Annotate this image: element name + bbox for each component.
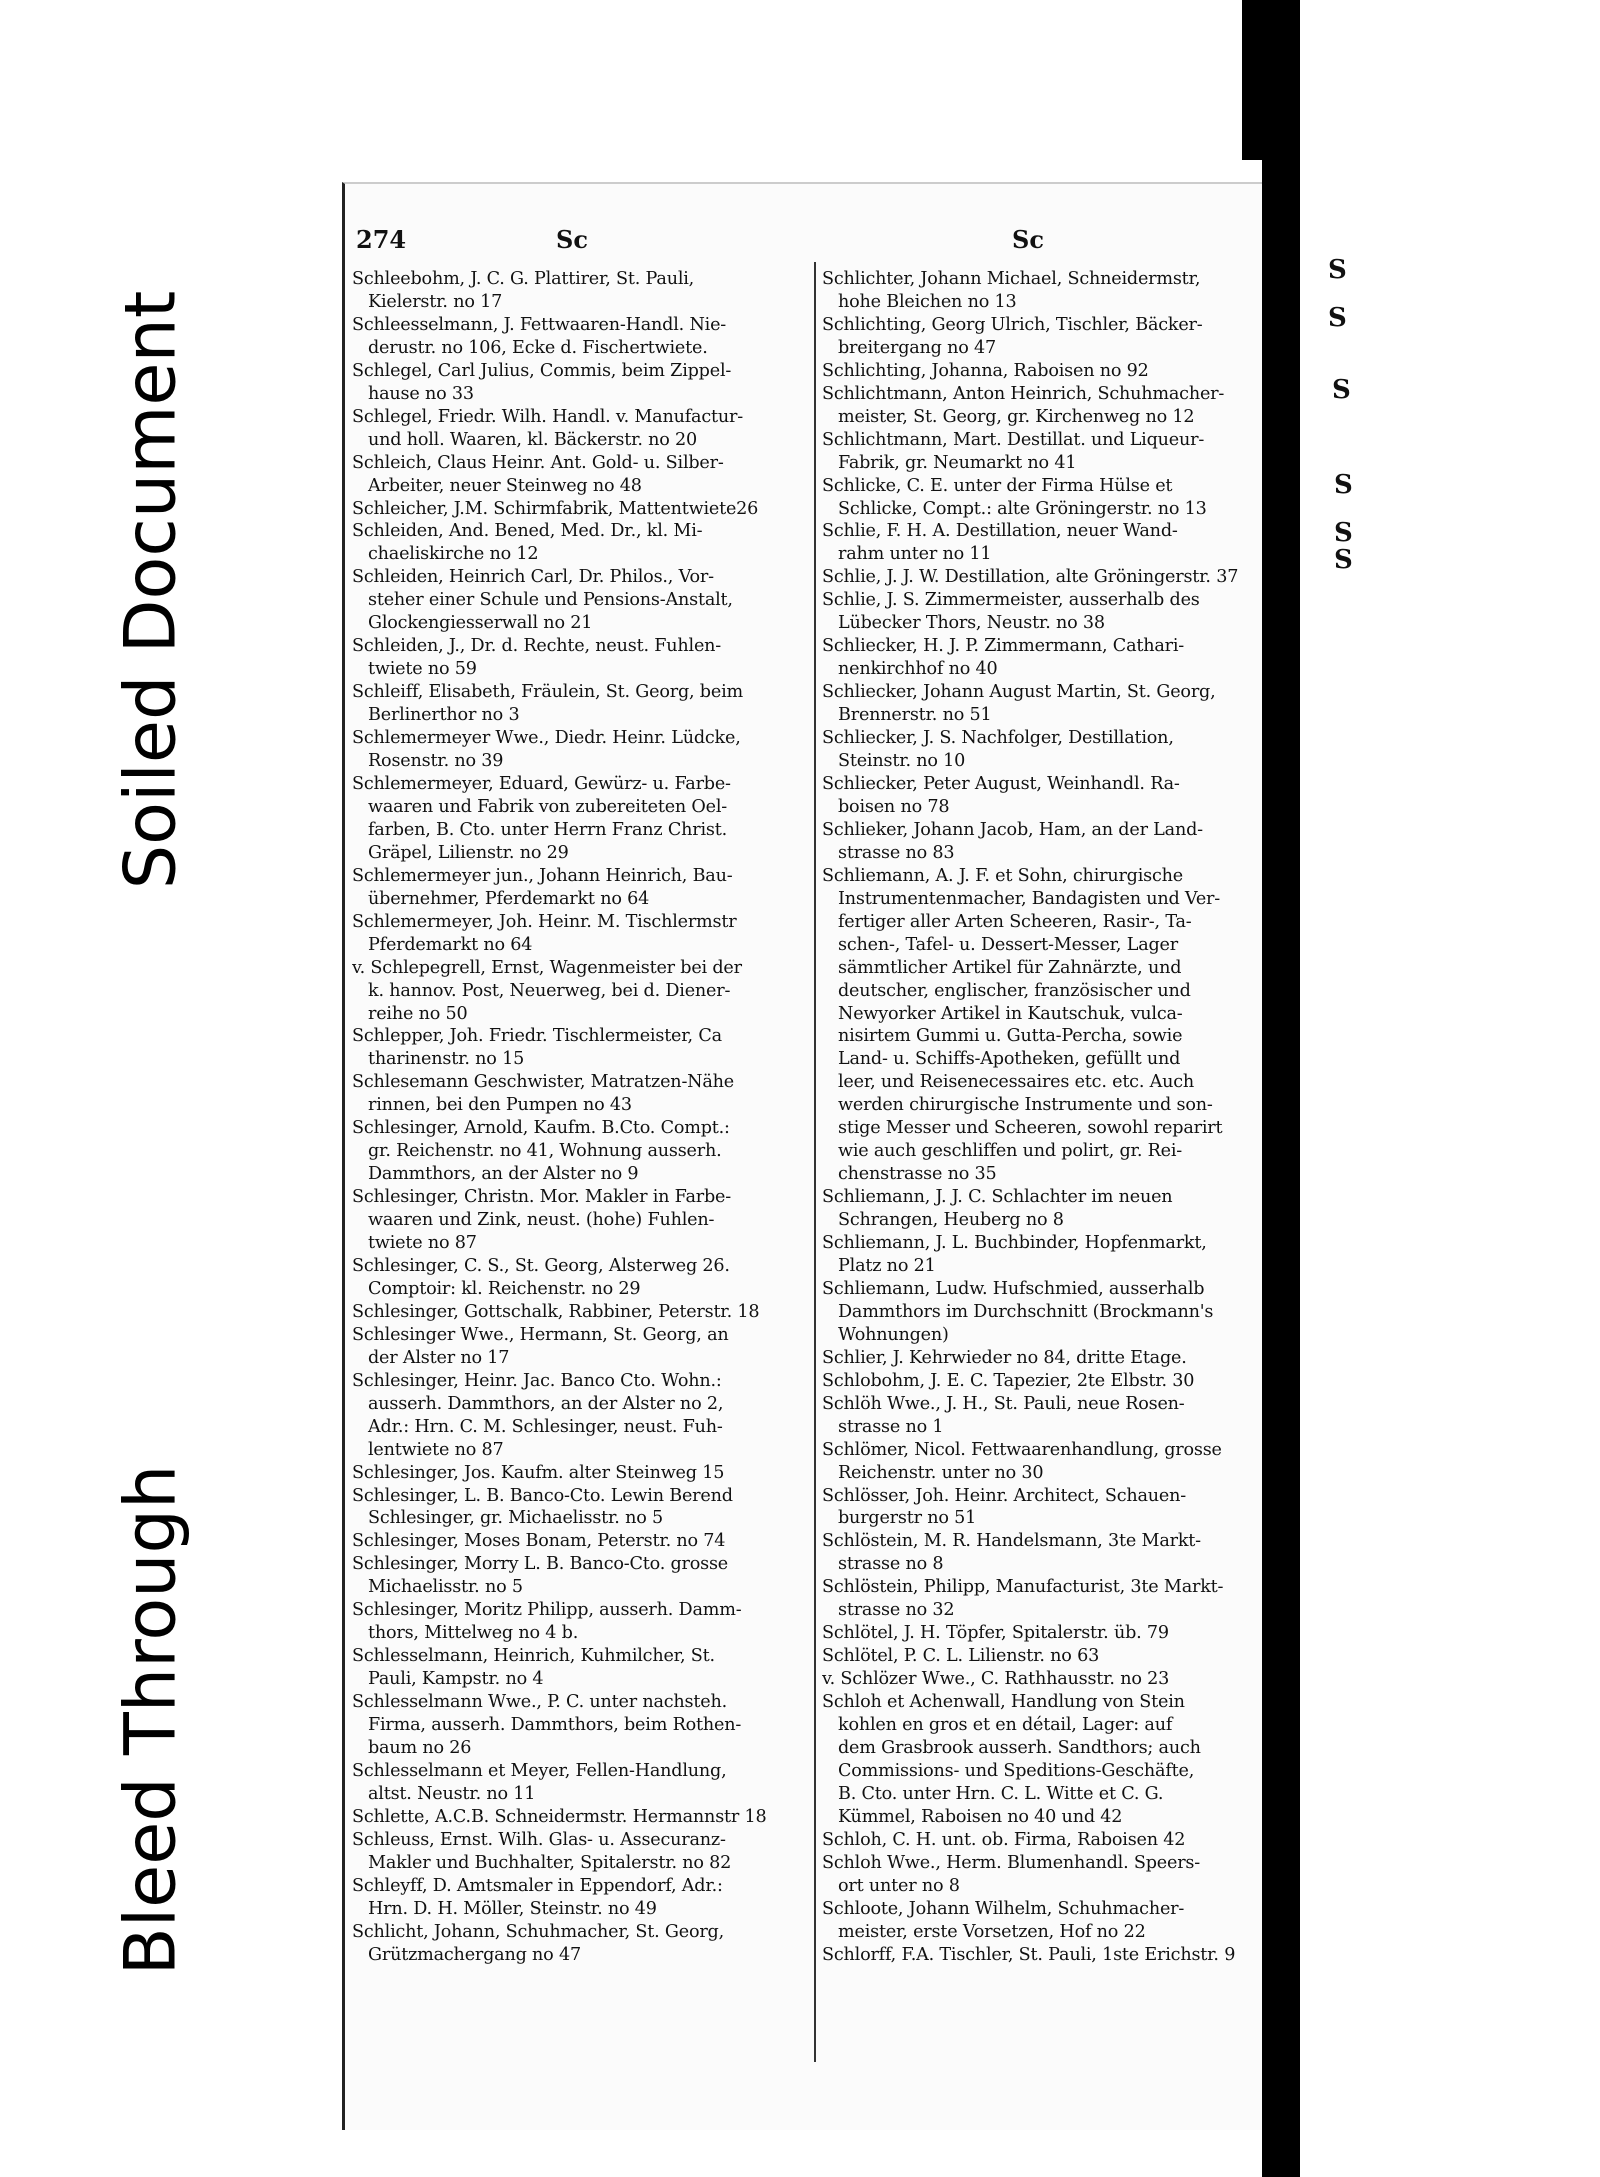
right-column — [822, 268, 1274, 1967]
directory-entry — [352, 681, 812, 727]
entry-name-line: Schliecker, J. S. Nachfolger, Destillation, — [822, 728, 1174, 749]
directory-entry — [822, 1393, 1274, 1439]
entry-continuation-line: tharinenstr. no 15 — [368, 1049, 525, 1070]
entry-continuation-line: meister, St. Georg, gr. Kirchenweg no 12 — [838, 406, 1195, 427]
directory-entry — [352, 314, 812, 360]
entry-name-line: Schlemermeyer jun., Johann Heinrich, Bau- — [352, 865, 733, 886]
directory-entry — [822, 314, 1274, 360]
entry-continuation-line: wie auch geschliffen und polirt, gr. Rei- — [838, 1141, 1183, 1162]
directory-entry — [822, 360, 1274, 383]
entry-continuation-line: burgerstr no 51 — [838, 1508, 977, 1529]
directory-entry — [822, 520, 1274, 566]
entry-name-line: Schleyff, D. Amtsmaler in Eppendorf, Adr.: — [352, 1875, 723, 1896]
directory-entry — [822, 268, 1274, 314]
entry-name-line: Schleicher, J.M. Schirmfabrik, Mattentwiete26 — [352, 498, 759, 519]
entry-continuation-line: Reichenstr. unter no 30 — [838, 1462, 1044, 1483]
entry-continuation-line: Schrangen, Heuberg no 8 — [838, 1210, 1064, 1231]
entry-continuation-line: leer, und Reisenecessaires etc. etc. Auch — [838, 1072, 1195, 1093]
entry-continuation-line: ort unter no 8 — [838, 1875, 960, 1896]
entry-continuation-line: lentwiete no 87 — [368, 1439, 504, 1460]
entry-continuation-line: chaeliskirche no 12 — [368, 544, 539, 565]
entry-name-line: Schloh et Achenwall, Handlung von Stein — [822, 1692, 1185, 1713]
directory-entry — [822, 1278, 1274, 1347]
directory-entry — [352, 1255, 812, 1301]
directory-entry — [822, 773, 1274, 819]
entry-continuation-line: Dammthors, an der Alster no 9 — [368, 1164, 639, 1185]
entry-continuation-line: waaren und Zink, neust. (hohe) Fuhlen- — [368, 1210, 715, 1231]
left-column-heading: Sc — [556, 225, 588, 254]
directory-entry — [352, 520, 812, 566]
directory-entry — [822, 1898, 1274, 1944]
entry-name-line: Schlesinger Wwe., Hermann, St. Georg, an — [352, 1324, 729, 1345]
column-divider — [814, 262, 816, 2062]
entry-continuation-line: Gräpel, Lilienstr. no 29 — [368, 842, 569, 863]
entry-continuation-line: meister, erste Vorsetzen, Hof no 22 — [838, 1921, 1146, 1942]
entry-name-line: Schlemermeyer Wwe., Diedr. Heinr. Lüdcke, — [352, 728, 741, 749]
entry-name-line: Schlie, J. S. Zimmermeister, ausserhalb des — [822, 590, 1200, 611]
entry-name-line: Schlegel, Carl Julius, Commis, beim Zippel- — [352, 360, 732, 381]
entry-continuation-line: strasse no 8 — [838, 1554, 944, 1575]
entry-name-line: Schliecker, Johann August Martin, St. Georg, — [822, 682, 1216, 703]
entry-continuation-line: Rosenstr. no 39 — [368, 751, 504, 772]
directory-entry — [352, 1691, 812, 1760]
entry-name-line: Schlemermeyer, Eduard, Gewürz- u. Farbe- — [352, 773, 731, 794]
entry-name-line: Schlicht, Johann, Schuhmacher, St. Georg, — [352, 1921, 725, 1942]
directory-entry — [822, 1668, 1274, 1691]
right-column-heading: Sc — [1012, 225, 1044, 254]
entry-continuation-line: Glockengiesserwall no 21 — [368, 613, 593, 634]
entry-continuation-line: deutscher, englischer, französischer und — [838, 980, 1191, 1001]
entry-continuation-line: stige Messer und Scheeren, sowohl reparirt — [838, 1118, 1223, 1139]
entry-continuation-line: Lübecker Thors, Neustr. no 38 — [838, 613, 1105, 634]
facing-page-strip — [1300, 0, 1600, 2177]
directory-entry — [352, 911, 812, 957]
entry-name-line: Schleebohm, J. C. G. Plattirer, St. Pauli, — [352, 269, 695, 289]
entry-continuation-line: boisen no 78 — [838, 796, 950, 817]
directory-entry — [352, 727, 812, 773]
entry-continuation-line: werden chirurgische Instrumente und son- — [838, 1095, 1213, 1116]
soiled-document-label: Soiled Document — [109, 290, 191, 890]
entry-name-line: Schlier, J. Kehrwieder no 84, dritte Etage. — [822, 1347, 1187, 1368]
directory-entry — [822, 1347, 1274, 1370]
entry-name-line: Schlichtmann, Mart. Destillat. und Liqueur- — [822, 429, 1205, 450]
directory-entry — [352, 1553, 812, 1599]
entry-name-line: Schloote, Johann Wilhelm, Schuhmacher- — [822, 1898, 1185, 1919]
entry-name-line: Schlieker, Johann Jacob, Ham, an der Land- — [822, 819, 1203, 840]
directory-entry — [352, 957, 812, 1026]
directory-entry — [352, 360, 812, 406]
entry-continuation-line: Wohnungen) — [838, 1324, 949, 1345]
entry-name-line: Schliemann, J. L. Buchbinder, Hopfenmarkt, — [822, 1233, 1207, 1254]
directory-entry — [822, 1691, 1274, 1829]
entry-name-line: Schlesinger, Heinr. Jac. Banco Cto. Wohn.: — [352, 1370, 722, 1391]
entry-continuation-line: Hrn. D. H. Möller, Steinstr. no 49 — [368, 1898, 657, 1919]
entry-continuation-line: fertiger aller Arten Scheeren, Rasir-, Ta- — [838, 911, 1192, 932]
directory-entry — [352, 1599, 812, 1645]
directory-entry — [352, 1301, 812, 1324]
directory-entry — [352, 268, 812, 314]
directory-entry — [352, 452, 812, 498]
entry-name-line: Schloh, C. H. unt. ob. Firma, Raboisen 42 — [822, 1829, 1186, 1850]
directory-entry — [352, 635, 812, 681]
entry-name-line: Schliecker, H. J. P. Zimmermann, Cathari- — [822, 636, 1185, 657]
entry-name-line: Schleiden, And. Bened, Med. Dr., kl. Mi- — [352, 521, 703, 542]
entry-continuation-line: strasse no 83 — [838, 842, 955, 863]
entry-name-line: Schleiden, J., Dr. d. Rechte, neust. Fuhlen- — [352, 636, 722, 657]
entry-continuation-line: dem Grasbrook ausserh. Sandthors; auch — [838, 1738, 1201, 1758]
entry-continuation-line: strasse no 1 — [838, 1416, 944, 1437]
directory-entry — [352, 1760, 812, 1806]
entry-name-line: Schlichting, Johanna, Raboisen no 92 — [822, 360, 1149, 381]
entry-continuation-line: Pferdemarkt no 64 — [368, 934, 533, 955]
entry-continuation-line: chenstrasse no 35 — [838, 1164, 997, 1185]
entry-continuation-line: Schlicke, Compt.: alte Gröningerstr. no 13 — [838, 498, 1207, 519]
entry-continuation-line: Michaelisstr. no 5 — [368, 1577, 523, 1598]
entry-name-line: Schliemann, A. J. F. et Sohn, chirurgische — [822, 865, 1183, 886]
bleed-through-label: Bleed Through — [109, 1464, 191, 1976]
entry-continuation-line: nisirtem Gummi u. Gutta-Percha, sowie — [838, 1026, 1183, 1047]
directory-entry — [822, 1829, 1274, 1852]
entry-continuation-line: breitergang no 47 — [838, 337, 997, 358]
entry-name-line: Schlichtmann, Anton Heinrich, Schuhmacher- — [822, 383, 1225, 404]
directory-entry — [352, 406, 812, 452]
entry-continuation-line: schen-, Tafel- u. Dessert-Messer, Lager — [838, 934, 1178, 955]
bleed-letter: S — [1332, 375, 1351, 405]
entry-name-line: Schlömer, Nicol. Fettwaarenhandlung, grosse — [822, 1439, 1222, 1460]
bleed-letter: S — [1328, 255, 1347, 285]
bleed-letter: S — [1328, 303, 1347, 333]
entry-name-line: Schlöh Wwe., J. H., St. Pauli, neue Rosen- — [822, 1393, 1185, 1414]
entry-continuation-line: Arbeiter, neuer Steinweg no 48 — [368, 475, 642, 496]
entry-name-line: Schlobohm, J. E. C. Tapezier, 2te Elbstr. 30 — [822, 1370, 1195, 1391]
entry-continuation-line: twiete no 87 — [368, 1233, 477, 1254]
directory-entry — [352, 1829, 812, 1875]
directory-entry — [822, 681, 1274, 727]
entry-name-line: Schlette, A.C.B. Schneidermstr. Hermannstr 18 — [352, 1806, 767, 1827]
directory-entry — [352, 1485, 812, 1531]
entry-name-line: v. Schlözer Wwe., C. Rathhausstr. no 23 — [822, 1669, 1170, 1690]
entry-name-line: Schliecker, Peter August, Weinhandl. Ra- — [822, 773, 1180, 794]
entry-name-line: Schlesinger, Moses Bonam, Peterstr. no 74 — [352, 1531, 726, 1552]
directory-entry — [352, 1875, 812, 1921]
entry-name-line: Schloh Wwe., Herm. Blumenhandl. Speers- — [822, 1852, 1201, 1873]
entry-name-line: Schlesselmann et Meyer, Fellen-Handlung, — [352, 1760, 727, 1781]
entry-continuation-line: hause no 33 — [368, 383, 474, 404]
entry-name-line: Schlesinger, Arnold, Kaufm. B.Cto. Compt.: — [352, 1118, 730, 1139]
entry-name-line: Schlie, J. J. W. Destillation, alte Gröningerstr. 37 — [822, 567, 1239, 588]
entry-name-line: Schlie, F. H. A. Destillation, neuer Wand- — [822, 521, 1178, 542]
directory-entry — [822, 475, 1274, 521]
directory-entry — [822, 1645, 1274, 1668]
directory-entry — [822, 727, 1274, 773]
entry-name-line: Schlepper, Joh. Friedr. Tischlermeister, Ca — [352, 1026, 722, 1047]
directory-entry — [822, 566, 1274, 589]
directory-entry — [822, 1576, 1274, 1622]
directory-entry — [352, 865, 812, 911]
entry-name-line: Schlötel, P. C. L. Lilienstr. no 63 — [822, 1646, 1100, 1667]
left-column — [352, 268, 812, 1967]
entry-name-line: Schlesinger, Moritz Philipp, ausserh. Damm- — [352, 1600, 742, 1621]
entry-continuation-line: Brennerstr. no 51 — [838, 705, 992, 726]
directory-entry — [822, 1622, 1274, 1645]
entry-name-line: Schlesinger, L. B. Banco-Cto. Lewin Berend — [352, 1485, 733, 1506]
entry-continuation-line: Kielerstr. no 17 — [368, 291, 503, 312]
directory-entry — [352, 566, 812, 635]
entry-name-line: Schleuss, Ernst. Wilh. Glas- u. Assecuranz- — [352, 1829, 726, 1850]
directory-entry — [822, 1439, 1274, 1485]
entry-continuation-line: hohe Bleichen no 13 — [838, 291, 1017, 312]
entry-continuation-line: k. hannov. Post, Neuerweg, bei d. Diener- — [368, 980, 731, 1001]
entry-continuation-line: übernehmer, Pferdemarkt no 64 — [368, 888, 650, 909]
entry-continuation-line: farben, B. Cto. unter Herrn Franz Christ. — [368, 819, 727, 840]
entry-continuation-line: Comptoir: kl. Reichenstr. no 29 — [368, 1278, 641, 1299]
entry-name-line: Schlicke, C. E. unter der Firma Hülse et — [822, 475, 1173, 496]
entry-name-line: Schlorff, F.A. Tischler, St. Pauli, 1ste Erichstr. 9 — [822, 1944, 1236, 1965]
entry-name-line: Schleesselmann, J. Fettwaaren-Handl. Nie- — [352, 314, 727, 335]
entry-continuation-line: und holl. Waaren, kl. Bäckerstr. no 20 — [368, 429, 698, 450]
bleed-letter: S — [1334, 518, 1353, 548]
entry-continuation-line: rinnen, bei den Pumpen no 43 — [368, 1095, 632, 1116]
directory-entry — [822, 429, 1274, 475]
directory-entry — [822, 635, 1274, 681]
entry-name-line: Schlegel, Friedr. Wilh. Handl. v. Manufactur- — [352, 406, 743, 427]
entry-continuation-line: kohlen en gros et en détail, Lager: auf — [838, 1715, 1173, 1736]
directory-entry — [822, 1852, 1274, 1898]
directory-entry — [352, 498, 812, 521]
entry-continuation-line: Fabrik, gr. Neumarkt no 41 — [838, 452, 1077, 473]
bleed-letter: S — [1334, 545, 1353, 575]
entry-continuation-line: thors, Mittelweg no 4 b. — [368, 1623, 579, 1644]
entry-name-line: Schlöstein, Philipp, Manufacturist, 3te Markt- — [822, 1577, 1224, 1598]
entry-continuation-line: reihe no 50 — [368, 1003, 468, 1024]
entry-continuation-line: Grützmachergang no 47 — [368, 1944, 581, 1965]
entry-continuation-line: waaren und Fabrik von zubereiteten Oel- — [368, 796, 728, 817]
entry-continuation-line: rahm unter no 11 — [838, 544, 992, 565]
entry-name-line: Schlichter, Johann Michael, Schneidermstr, — [822, 269, 1201, 289]
entry-name-line: Schlesselmann Wwe., P. C. unter nachsteh. — [352, 1692, 727, 1713]
directory-entry — [352, 1117, 812, 1186]
directory-entry — [822, 1232, 1274, 1278]
entry-name-line: Schliemann, Ludw. Hufschmied, ausserhalb — [822, 1278, 1205, 1299]
entry-name-line: v. Schlepegrell, Ernst, Wagenmeister bei der — [352, 957, 742, 978]
directory-entry — [352, 1370, 812, 1462]
entry-continuation-line: Platz no 21 — [838, 1255, 936, 1276]
directory-entry — [822, 1485, 1274, 1531]
entry-continuation-line: Steinstr. no 10 — [838, 751, 966, 772]
directory-entry — [352, 1921, 812, 1967]
entry-continuation-line: gr. Reichenstr. no 41, Wohnung ausserh. — [368, 1141, 722, 1162]
entry-continuation-line: Land- u. Schiffs-Apotheken, gefüllt und — [838, 1049, 1181, 1070]
directory-entry — [822, 589, 1274, 635]
entry-continuation-line: Firma, ausserh. Dammthors, beim Rothen- — [368, 1715, 742, 1736]
directory-entry — [352, 1462, 812, 1485]
entry-continuation-line: strasse no 32 — [838, 1600, 955, 1621]
entry-continuation-line: Kümmel, Raboisen no 40 und 42 — [838, 1806, 1123, 1827]
entry-name-line: Schlesinger, Morry L. B. Banco-Cto. grosse — [352, 1554, 729, 1575]
directory-entry — [822, 1370, 1274, 1393]
entry-continuation-line: Instrumentenmacher, Bandagisten und Ver- — [838, 888, 1220, 909]
entry-name-line: Schleich, Claus Heinr. Ant. Gold- u. Silber- — [352, 452, 724, 473]
entry-continuation-line: Pauli, Kampstr. no 4 — [368, 1669, 544, 1690]
entry-continuation-line: B. Cto. unter Hrn. C. L. Witte et C. G. — [838, 1783, 1164, 1804]
entry-continuation-line: altst. Neustr. no 11 — [368, 1783, 536, 1804]
directory-entry — [352, 1806, 812, 1829]
page-number: 274 — [356, 225, 407, 254]
entry-continuation-line: der Alster no 17 — [368, 1347, 510, 1368]
entry-continuation-line: Commissions- und Speditions-Geschäfte, — [838, 1760, 1195, 1781]
entry-name-line: Schlesinger, Gottschalk, Rabbiner, Peterstr. 18 — [352, 1301, 760, 1322]
entry-name-line: Schlichting, Georg Ulrich, Tischler, Bäcker- — [822, 314, 1203, 335]
page-header — [342, 225, 1262, 261]
entry-continuation-line: steher einer Schule und Pensions-Anstalt, — [368, 590, 733, 611]
directory-entry — [352, 1324, 812, 1370]
entry-continuation-line: baum no 26 — [368, 1738, 472, 1758]
directory-entry — [822, 819, 1274, 865]
entry-continuation-line: Adr.: Hrn. C. M. Schlesinger, neust. Fuh- — [368, 1416, 723, 1437]
entry-name-line: Schlesemann Geschwister, Matratzen-Nähe — [352, 1072, 735, 1093]
entry-name-line: Schleiff, Elisabeth, Fräulein, St. Georg, beim — [352, 682, 743, 703]
entry-name-line: Schlesinger, C. S., St. Georg, Alsterweg 26. — [352, 1255, 730, 1276]
entry-continuation-line: nenkirchhof no 40 — [838, 659, 998, 680]
directory-entry — [822, 1530, 1274, 1576]
directory-entry — [352, 1530, 812, 1553]
entry-continuation-line: Newyorker Artikel in Kautschuk, vulca- — [838, 1003, 1183, 1024]
entry-continuation-line: derustr. no 106, Ecke d. Fischertwiete. — [368, 337, 708, 358]
entry-name-line: Schlesinger, Jos. Kaufm. alter Steinweg 15 — [352, 1462, 725, 1483]
directory-entry — [352, 773, 812, 865]
entry-name-line: Schlösser, Joh. Heinr. Architect, Schauen- — [822, 1485, 1186, 1506]
directory-entry — [352, 1186, 812, 1255]
directory-entry — [822, 1186, 1274, 1232]
directory-entry — [822, 865, 1274, 1186]
entry-name-line: Schlötel, J. H. Töpfer, Spitalerstr. üb. 79 — [822, 1623, 1169, 1644]
directory-entry — [352, 1025, 812, 1071]
entry-continuation-line: Berlinerthor no 3 — [368, 705, 520, 726]
entry-name-line: Schliemann, J. J. C. Schlachter im neuen — [822, 1187, 1173, 1208]
entry-name-line: Schlemermeyer, Joh. Heinr. M. Tischlermstr — [352, 911, 737, 932]
directory-entry — [822, 383, 1274, 429]
entry-continuation-line: ausserh. Dammthors, an der Alster no 2, — [368, 1393, 724, 1414]
entry-continuation-line: Makler und Buchhalter, Spitalerstr. no 82 — [368, 1852, 732, 1873]
directory-entry — [352, 1071, 812, 1117]
directory-entry — [352, 1645, 812, 1691]
entry-name-line: Schlesinger, Christn. Mor. Makler in Farbe- — [352, 1187, 732, 1208]
entry-name-line: Schlöstein, M. R. Handelsmann, 3te Markt- — [822, 1531, 1201, 1552]
entry-continuation-line: twiete no 59 — [368, 659, 477, 680]
scan-edge-shadow — [1242, 0, 1300, 160]
entry-continuation-line: Dammthors im Durchschnitt (Brockmann's — [838, 1301, 1214, 1322]
bleed-letter: S — [1334, 470, 1353, 500]
entry-name-line: Schlesselmann, Heinrich, Kuhmilcher, St. — [352, 1646, 715, 1667]
entry-continuation-line: sämmtlicher Artikel für Zahnärzte, und — [838, 957, 1182, 978]
entry-name-line: Schleiden, Heinrich Carl, Dr. Philos., Vor- — [352, 567, 714, 588]
directory-entry — [822, 1944, 1274, 1967]
entry-continuation-line: Schlesinger, gr. Michaelisstr. no 5 — [368, 1508, 664, 1529]
